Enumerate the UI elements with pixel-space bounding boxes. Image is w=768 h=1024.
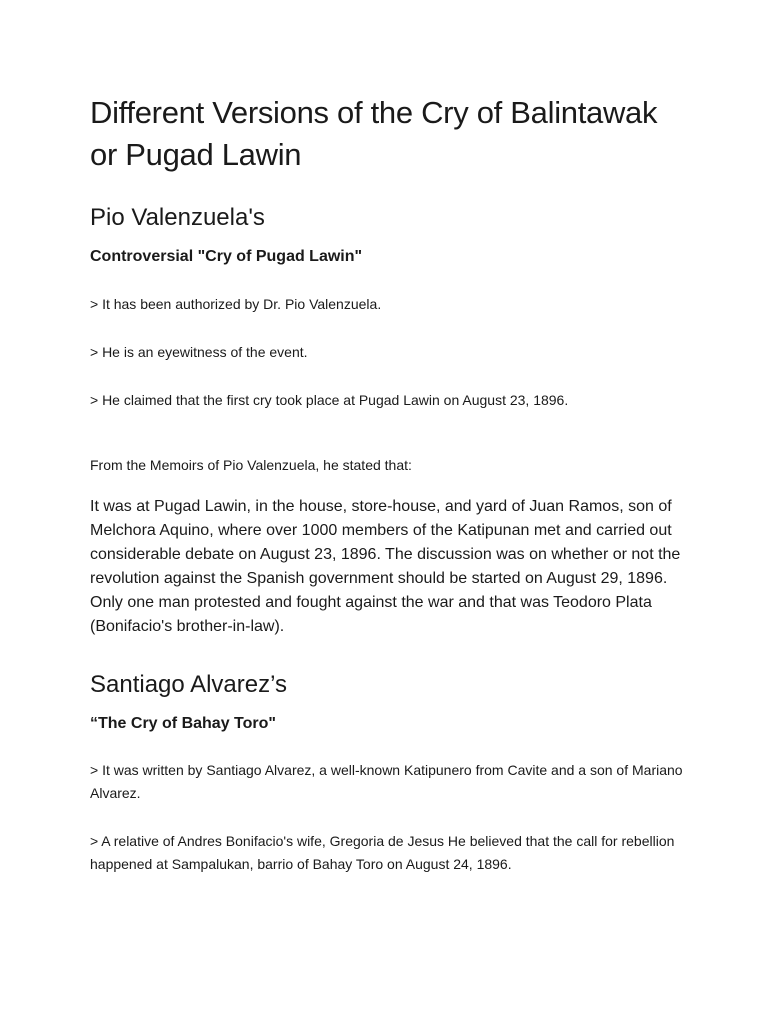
memoirs-quote: It was at Pugad Lawin, in the house, store-house, and yard of Juan Ramos, son of Melchora Aquino, where over 1000 members of the Katipunan met and carried out considerable debate on August 23, 1896. The discussion was on whether or not the revolution against the Spanish government should be started on August 29, 1896. Only one man protested and fought against the war and that was Teodoro Plata (Bonifacio's brother-in-law). xyxy=(90,498,681,635)
point-eyewitness: > He is an eyewitness of the event. xyxy=(90,344,308,360)
subheading-cry-of-bahay-toro: “The Cry of Bahay Toro" xyxy=(90,715,276,732)
point-first-cry-date: > He claimed that the first cry took place at Pugad Lawin on August 23, 1896. xyxy=(90,392,569,408)
document-page xyxy=(90,92,690,876)
section-heading-pio-valenzuela: Pio Valenzuela's xyxy=(90,204,265,231)
document-title: Different Versions of the Cry of Balintawak or Pugad Lawin xyxy=(90,95,658,172)
subheading-cry-of-pugad-lawin: Controversial "Cry of Pugad Lawin" xyxy=(90,248,363,265)
memoirs-intro: From the Memoirs of Pio Valenzuela, he stated that: xyxy=(90,457,412,473)
point-written-by-alvarez: > It was written by Santiago Alvarez, a well-known Katipunero from Cavite and a son of Mariano Alvarez. xyxy=(90,762,683,801)
section-heading-santiago-alvarez: Santiago Alvarez’s xyxy=(90,671,288,698)
point-authorized: > It has been authorized by Dr. Pio Valenzuela. xyxy=(90,296,382,312)
point-relative-of-bonifacio-wife: > A relative of Andres Bonifacio's wife, Gregoria de Jesus He believed that the call for rebellion happened at Sampalukan, barrio of Bahay Toro on August 24, 1896. xyxy=(90,833,675,872)
